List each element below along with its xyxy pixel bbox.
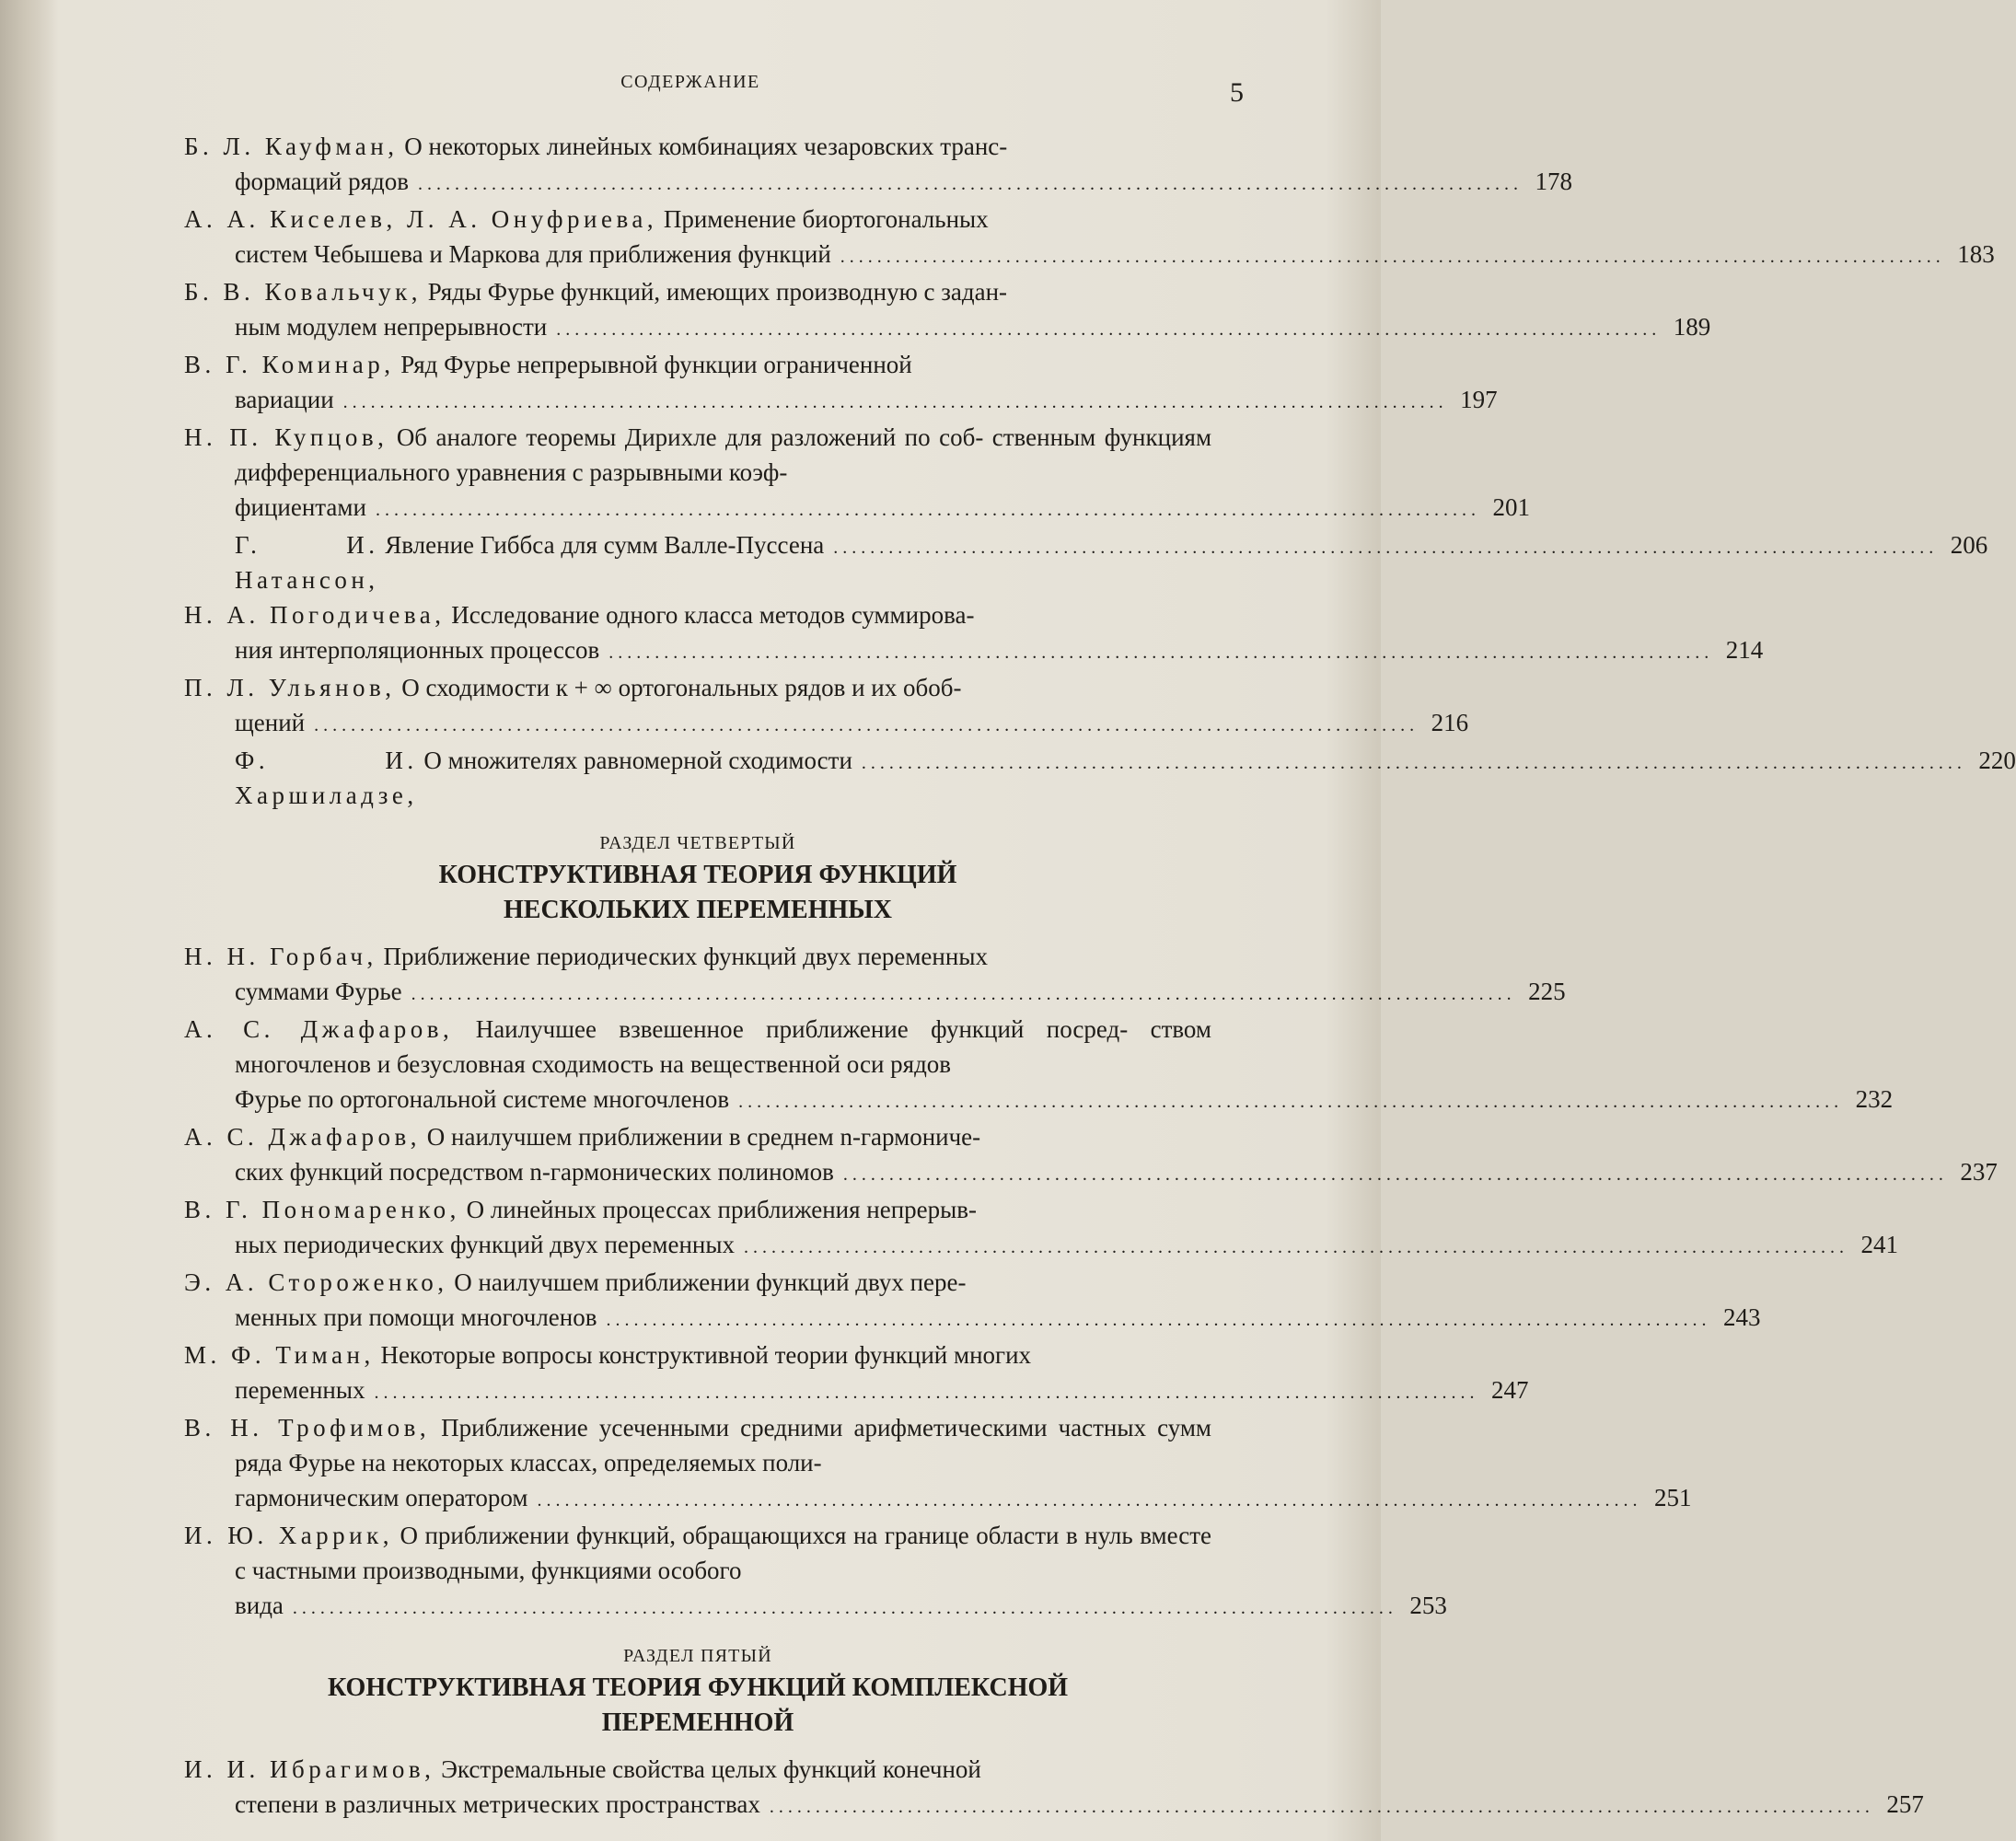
entry-title: Экстремальные свойства целых функций конечной <box>441 1755 981 1783</box>
leader-dots: ........................................................................................................................ <box>537 1490 1642 1511</box>
entry-title-tail: Фурье по ортогональной системе многочленов <box>235 1085 730 1113</box>
entry-title: Приближение периодических функций двух переменных <box>383 943 988 970</box>
entry-last-line <box>235 527 1988 597</box>
entry-body <box>184 939 1211 974</box>
entry-page-number: 201 <box>1492 493 1530 521</box>
entry-title: О приближении функций, обращающихся на границе области в нуль вместе с частными производными, функциями особого <box>235 1522 1211 1584</box>
section-label: РАЗДЕЛ ПЯТЫЙ <box>623 1646 772 1666</box>
entry-last-line <box>235 237 1995 274</box>
entry-title: Ряды Фурье функций, имеющих производную с задан- <box>427 278 1008 306</box>
entry-author: Н. П. Купцов, <box>184 423 388 451</box>
leader-dots: ........................................................................................................................ <box>861 753 1966 773</box>
leader-dots: ........................................................................................................................ <box>744 1237 1848 1257</box>
leader-dots: ........................................................................................................................ <box>417 174 1523 194</box>
page-number: 5 <box>1230 77 1244 108</box>
toc-entry <box>184 202 1995 274</box>
entry-title-tail: менных при помощи многочленов <box>235 1303 597 1331</box>
entry-last-line <box>235 1372 1529 1410</box>
toc-entry <box>184 1337 1529 1410</box>
toc-entry <box>184 1192 1898 1265</box>
entry-page-number: 216 <box>1431 709 1469 736</box>
entry-title: Ряд Фурье непрерывной функции ограниченной <box>400 351 912 378</box>
entry-body <box>184 1518 1211 1588</box>
entry-title-tail: щений <box>235 709 306 736</box>
entry-last-line <box>235 309 1711 347</box>
toc-group-section4 <box>184 939 1998 1626</box>
section-title-line: НЕСКОЛЬКИХ ПЕРЕМЕННЫХ <box>504 896 892 924</box>
entry-author: А. С. Джафаров, <box>184 1015 454 1043</box>
entry-title-tail: степени в различных метрических пространствах <box>235 1790 760 1818</box>
entry-author: В. Г. Пономаренко, <box>184 1196 460 1223</box>
entry-author: И. Ю. Харрик, <box>184 1522 394 1549</box>
entry-title-tail: формаций рядов <box>235 168 409 195</box>
entry-title-tail: систем Чебышева и Маркова для приближения функций <box>235 240 831 268</box>
entry-title-tail: гармоническим оператором <box>235 1484 528 1511</box>
entry-page-number: 183 <box>1957 240 1995 268</box>
entry-title: Об аналоге теоремы Дирихле для разложений по соб- ственным функциям дифференциального уравнения с разрывными коэф- <box>235 423 1212 486</box>
entry-author: П. Л. Ульянов, <box>184 674 396 701</box>
entry-last-line <box>235 1154 1998 1192</box>
entry-last-line <box>235 1787 1924 1824</box>
entry-last-line <box>235 705 1469 743</box>
entry-page-number: 257 <box>1886 1790 1924 1818</box>
leader-dots: ........................................................................................................................ <box>342 392 1448 412</box>
section-title <box>184 1671 1211 1741</box>
entry-title: О некоторых линейных комбинациях чезаровских транс- <box>404 133 1008 160</box>
leader-dots: ........................................................................................................................ <box>292 1598 1397 1618</box>
toc-entry <box>184 347 1498 420</box>
toc-group-section5 <box>184 1752 1924 1824</box>
entry-author: В. Г. Коминар, <box>184 351 395 378</box>
entry-last-line <box>235 743 2016 813</box>
leader-dots: ........................................................................................................................ <box>411 984 1516 1004</box>
entry-body <box>184 202 1211 237</box>
entry-title: О наилучшем приближении функций двух пере- <box>454 1268 967 1296</box>
entry-author: Б. Л. Кауфман, <box>184 133 399 160</box>
entry-last-line <box>235 1227 1898 1265</box>
entry-page-number: 189 <box>1673 313 1711 341</box>
entry-title: Приближение усеченными средними арифметическими частных сумм ряда Фурье на некоторых классах, определяемых поли- <box>235 1414 1212 1476</box>
toc-entry <box>184 1012 1894 1119</box>
entry-title: Некоторые вопросы конструктивной теории функций многих <box>380 1341 1032 1369</box>
entry-title-tail: О множителях равномерной сходимости <box>423 747 852 774</box>
entry-title-tail: ских функций посредством n-гармонических полиномов <box>235 1158 834 1186</box>
entry-title: Наилучшее взвешенное приближение функций посред- ством многочленов и безусловная сходимость на вещественной оси рядов <box>235 1015 1212 1078</box>
toc-content <box>184 129 2016 1824</box>
entry-body <box>184 1119 1211 1154</box>
entry-last-line <box>235 974 1566 1012</box>
entry-title: О сходимости к + ∞ ортогональных рядов и их обоб- <box>401 674 962 701</box>
entry-title: О наилучшем приближении в среднем n-гармониче- <box>426 1123 981 1151</box>
binding-shadow <box>0 0 59 1841</box>
entry-title: Исследование одного класса методов суммирова- <box>451 601 975 629</box>
entry-page-number: 251 <box>1654 1484 1692 1511</box>
entry-page-number: 178 <box>1535 168 1572 195</box>
entry-title-tail: вида <box>235 1592 284 1619</box>
entry-title-tail: фициентами <box>235 493 366 521</box>
toc-entry <box>184 1752 1924 1824</box>
toc-entry <box>184 420 1530 527</box>
section-title-line: КОНСТРУКТИВНАЯ ТЕОРИЯ ФУНКЦИЙ КОМПЛЕКСНОЙ <box>327 1673 1069 1702</box>
entry-author: Б. В. Ковальчук, <box>184 278 422 306</box>
toc-entry <box>184 129 1572 202</box>
entry-last-line <box>235 1480 1692 1518</box>
toc-entry <box>184 939 1566 1012</box>
entry-title-tail: вариации <box>235 386 334 413</box>
leader-dots: ........................................................................................................................ <box>840 247 1945 267</box>
entry-body <box>184 420 1212 490</box>
entry-page-number: 241 <box>1860 1231 1898 1258</box>
entry-body <box>184 1410 1212 1480</box>
leader-dots: ........................................................................................................................ <box>833 538 1939 558</box>
entry-author: Г. И. Натансон, <box>235 531 379 594</box>
leader-dots: ........................................................................................................................ <box>606 1310 1711 1330</box>
toc-entry <box>184 597 1764 670</box>
entry-last-line <box>235 490 1530 527</box>
entry-body <box>184 1012 1212 1082</box>
entry-title: Применение биортогональных <box>663 205 989 233</box>
leader-dots: ........................................................................................................................ <box>374 1383 1479 1403</box>
running-head: СОДЕРЖАНИЕ <box>620 72 760 92</box>
entry-last-line <box>235 164 1572 202</box>
entry-title-tail: ных периодических функций двух переменных <box>235 1231 735 1258</box>
entry-author: А. С. Джафаров, <box>184 1123 422 1151</box>
entry-page-number: 206 <box>1950 531 1988 559</box>
entry-title-tail: суммами Фурье <box>235 978 402 1005</box>
entry-page-number: 214 <box>1725 636 1764 664</box>
toc-entry <box>184 527 1988 597</box>
entry-author: Н. А. Погодичева, <box>184 601 446 629</box>
entry-body <box>184 670 1211 705</box>
entry-body <box>184 1192 1211 1227</box>
leader-dots: ........................................................................................................................ <box>556 319 1662 340</box>
toc-entry <box>184 1119 1998 1192</box>
entry-page-number: 243 <box>1723 1303 1761 1331</box>
leader-dots: ........................................................................................................................ <box>842 1164 1948 1185</box>
leader-dots: ........................................................................................................................ <box>738 1092 1844 1112</box>
toc-group-section3 <box>184 129 2016 813</box>
entry-author: Э. А. Стороженко, <box>184 1268 448 1296</box>
toc-entry <box>184 1518 1447 1626</box>
toc-entry <box>184 1410 1692 1518</box>
entry-last-line <box>235 382 1498 420</box>
toc-entry <box>184 670 1469 743</box>
entry-body <box>184 274 1211 309</box>
entry-author: М. Ф. Тиман, <box>184 1341 375 1369</box>
entry-author: И. И. Ибрагимов, <box>184 1755 435 1783</box>
entry-last-line <box>235 632 1764 670</box>
toc-entry <box>184 274 1711 347</box>
entry-author: Н. Н. Горбач, <box>184 943 377 970</box>
entry-page-number: 220 <box>1978 747 2016 774</box>
entry-last-line <box>235 1082 1894 1119</box>
toc-entry <box>184 743 2016 813</box>
entry-page-number: 197 <box>1460 386 1498 413</box>
entry-title-tail: ния интерполяционных процессов <box>235 636 600 664</box>
entry-body <box>184 597 1211 632</box>
entry-page-number: 232 <box>1855 1085 1894 1113</box>
leader-dots: ........................................................................................................................ <box>375 500 1480 520</box>
entry-title-tail: Явление Гиббса для сумм Валле-Пуссена <box>385 531 825 559</box>
entry-title-tail: ным модулем непрерывности <box>235 313 548 341</box>
entry-body <box>184 1337 1211 1372</box>
entry-page-number: 253 <box>1409 1592 1447 1619</box>
entry-page-number: 237 <box>1960 1158 1998 1186</box>
leader-dots: ........................................................................................................................ <box>769 1797 1874 1817</box>
entry-body <box>184 129 1211 164</box>
section-title-line: КОНСТРУКТИВНАЯ ТЕОРИЯ ФУНКЦИЙ <box>438 861 957 889</box>
leader-dots: ........................................................................................................................ <box>314 715 1419 735</box>
section-label: РАЗДЕЛ ЧЕТВЕРТЫЙ <box>599 833 796 853</box>
entry-author: А. А. Киселев, Л. А. Онуфриева, <box>184 205 658 233</box>
entry-page-number: 225 <box>1528 978 1566 1005</box>
entry-body <box>184 347 1211 382</box>
entry-author: Ф. И. Харшиладзе, <box>235 747 418 809</box>
entry-body <box>184 1752 1211 1787</box>
section-title-line: ПЕРЕМЕННОЙ <box>601 1708 794 1737</box>
entry-last-line <box>235 1588 1447 1626</box>
toc-entry <box>184 1265 1761 1337</box>
section-title <box>184 858 1211 928</box>
entry-title: О линейных процессах приближения непрерыв- <box>466 1196 978 1223</box>
leader-dots: ........................................................................................................................ <box>608 643 1714 663</box>
entry-page-number: 247 <box>1491 1376 1529 1404</box>
entry-author: В. Н. Трофимов, <box>184 1414 431 1442</box>
entry-last-line <box>235 1300 1761 1337</box>
entry-title-tail: переменных <box>235 1376 365 1404</box>
entry-body <box>184 1265 1211 1300</box>
